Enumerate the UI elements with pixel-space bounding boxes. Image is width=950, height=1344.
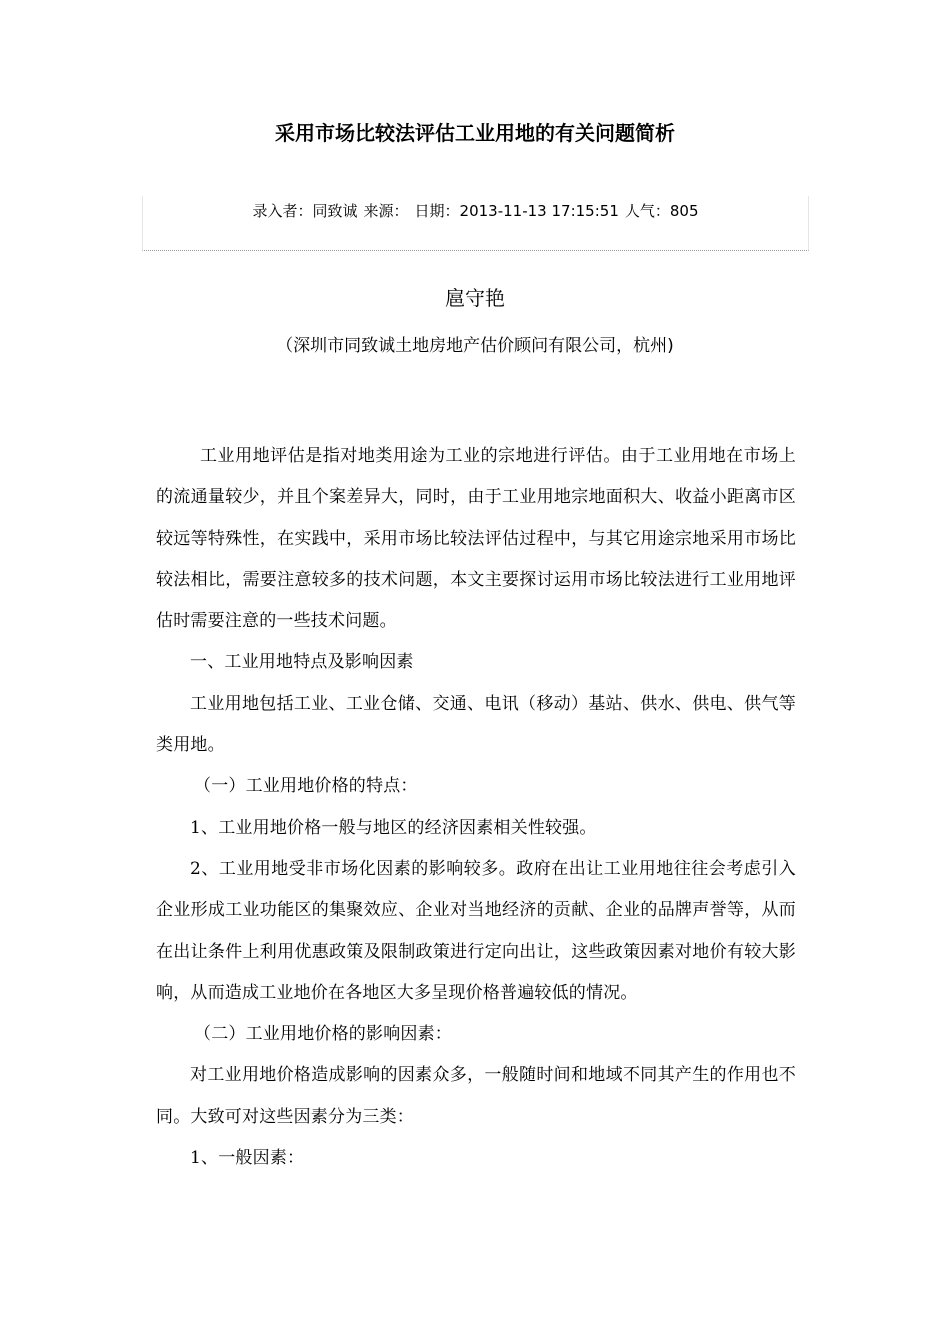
paragraph-factors: 对工业用地价格造成影响的因素众多，一般随时间和地域不同其产生的作用也不同。大致可对这些因素分为三类： [156, 1065, 796, 1127]
paragraph-land-types: 工业用地包括工业、工业仓储、交通、电讯（移动）基站、供水、供电、供气等类用地。 [156, 693, 796, 756]
article-meta-box [142, 196, 809, 251]
article-meta [143, 197, 808, 225]
list-item-general-factors: 1、一般因素： [190, 1148, 305, 1169]
list-item-1: 1、工业用地价格一般与地区的经济因素相关性较强。 [190, 817, 597, 838]
date-label: 日期： [414, 202, 460, 220]
byline-author: 扈守艳 [445, 286, 505, 310]
list-item-2: 2、工业用地受非市场化因素的影响较多。政府在出让工业用地往往会考虑引入企业形成工业功能区的集聚效应、企业对当地经济的贡献、企业的品牌声誉等，从而在出让条件上利用优惠政策及限制政策进行定向出让，这些政策因素对地价有较大影响，从而造成工业地价在各地区大多呈现价格普遍较低的情况。 [156, 858, 796, 1003]
views-value: 805 [669, 202, 699, 220]
date-value: 2013-11-13 17:15:51 [459, 202, 619, 220]
source-label: 来源： [363, 202, 409, 220]
article-title: 采用市场比较法评估工业用地的有关问题简析 [275, 121, 675, 145]
article-body [156, 436, 796, 1179]
author-value: 同致诚 [312, 202, 358, 220]
paragraph-intro: 工业用地评估是指对地类用途为工业的宗地进行评估。由于工业用地在市场上的流通量较少，并且个案差异大，同时，由于工业用地宗地面积大、收益小距离市区较远等特殊性，在实践中，采用市场比较法评估过程中，与其它用途宗地采用市场比较法相比，需要注意较多的技术问题，本文主要探讨运用市场比较法进行工业用地评估时需要注意的一些技术问题。 [156, 446, 796, 632]
subsection-heading-1: （一）工业用地价格的特点： [194, 776, 418, 797]
subsection-heading-2: （二）工业用地价格的影响因素： [194, 1024, 452, 1045]
byline-affiliation: （深圳市同致诚土地房地产估价顾问有限公司，杭州) [276, 336, 674, 356]
author-label: 录入者： [252, 202, 313, 220]
views-label: 人气： [624, 202, 670, 220]
section-heading-1: 一、工业用地特点及影响因素 [190, 652, 414, 673]
